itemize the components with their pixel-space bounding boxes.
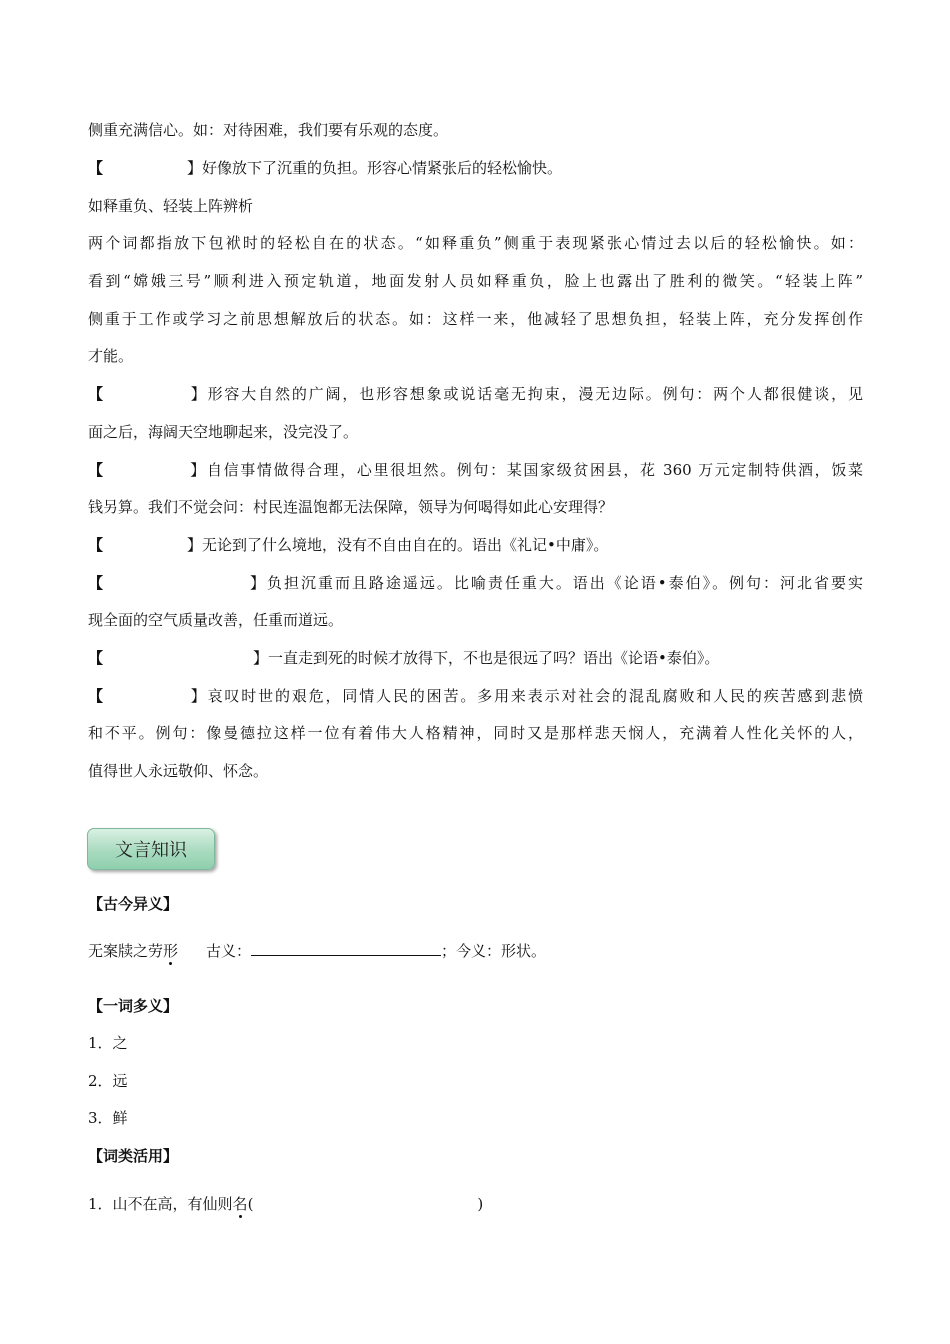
answer-blank[interactable]	[251, 941, 441, 956]
analysis-line: 才能。	[88, 347, 134, 365]
entry-4: 【 】无论到了什么境地，没有不自由自在的。语出《礼记•中庸》。	[88, 536, 609, 554]
entry-6: 【 】一直走到死的时候才放得下，不也是很远了吗？语出《论语•泰伯》。	[88, 649, 720, 667]
polysemy-item: 3．鲜	[88, 1109, 128, 1127]
polysemy-item: 1．之	[88, 1034, 128, 1052]
entry-7-cont: 值得世人永远敬仰、怀念。	[88, 762, 269, 780]
entry-5: 【 】负担沉重而且路途遥远。比喻责任重大。语出《论语•泰伯》。例句：河北省要实	[88, 574, 863, 592]
entry-2: 【 】形容大自然的广阔，也形容想象或说话毫无拘束，漫无边际。例句：两个人都很健谈，见	[88, 385, 863, 403]
entry-7-cont: 和不平。例句：像曼德拉这样一位有着伟大人格精神，同时又是那样悲天悯人，充满着人性化关怀的人，	[88, 724, 863, 742]
entry-3: 【 】自信事情做得合理，心里很坦然。例句：某国家级贫困县，花 360 万元定制特供酒，饭菜	[88, 461, 863, 479]
analysis-line: 看到“嫦娥三号”顺利进入预定轨道，地面发射人员如释重负，脸上也露出了胜利的微笑。“轻装上阵”	[88, 272, 863, 290]
entry-5-cont: 现全面的空气质量改善，任重而道远。	[88, 611, 344, 629]
text-line: 侧重充满信心。如：对待困难，我们要有乐观的态度。	[88, 121, 449, 139]
conversion-item: 1．山不在高，有仙则名( )	[88, 1195, 484, 1213]
polysemy-item: 2．远	[88, 1072, 128, 1090]
analysis-line: 两个词都指放下包袱时的轻松自在的状态。“如释重负”侧重于表现紧张心情过去以后的轻松愉快。如：	[88, 234, 863, 252]
entry-2-cont: 面之后，海阔天空地聊起来，没完没了。	[88, 423, 359, 441]
heading-word-class: 【词类活用】	[88, 1147, 179, 1165]
entry-7: 【 】哀叹时世的艰危，同情人民的困苦。多用来表示对社会的混乱腐败和人民的疾苦感到悲愤	[88, 687, 863, 705]
entry-3-cont: 钱另算。我们不觉会问：村民连温饱都无法保障，领导为何喝得如此心安理得？	[88, 498, 614, 516]
heading-ancient-modern: 【古今异义】	[88, 895, 179, 913]
heading-polysemy: 【一词多义】	[88, 997, 179, 1015]
section-title-button: 文言知识	[87, 828, 215, 870]
analysis-title: 如释重负、轻装上阵辨析	[88, 197, 254, 215]
entry-1: 【 】好像放下了沉重的负担。形容心情紧张后的轻松愉快。	[88, 159, 563, 177]
ancient-item: 无案牍之劳形 古义： ；今义：形状。	[88, 942, 547, 960]
analysis-line: 侧重于工作或学习之前思想解放后的状态。如：这样一来，他减轻了思想负担，轻装上阵，充分发挥创作	[88, 310, 863, 328]
